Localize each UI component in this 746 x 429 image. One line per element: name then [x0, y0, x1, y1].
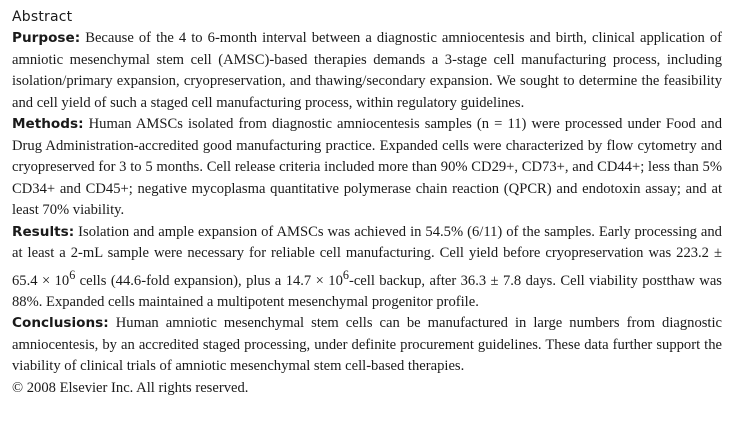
- results-paragraph: [12, 222, 722, 314]
- conclusions-label: Conclusions:: [12, 315, 109, 332]
- purpose-label: Purpose:: [12, 30, 81, 46]
- purpose-text: Because of the 4 to 6-month interval between a diagnostic amniocentesis and birth, clinical application of amniotic mesenchymal stem cell (AMSC)-based therapies demands a 3-stage cell manufacturing process, including isolation/primary expansion, cryopreservation, and thawing/secondary expansion. We sought to determine the feasibility and cell yield of such a staged cell manufacturing process, within regulatory guidelines.: [12, 30, 722, 111]
- results-text-2: cells (44.6-fold expansion), plus a 14.7 × 10: [75, 272, 343, 289]
- conclusions-paragraph: [12, 313, 722, 378]
- methods-label: Methods:: [12, 116, 84, 132]
- abstract-section: [12, 6, 722, 399]
- results-exponent-1: 6: [69, 267, 76, 282]
- results-exponent-2: 6: [342, 267, 349, 282]
- results-text-1: Isolation and ample expansion of AMSCs was achieved in 54.5% (6/11) of the samples. Early processing and at least a 2-mL sample were necessary for reliable cell manufacturing. Cell yield before cryopreservation was 223.2 ± 65.4 × 10: [12, 223, 722, 289]
- purpose-paragraph: [12, 28, 722, 114]
- methods-text: Human AMSCs isolated from diagnostic amniocentesis samples (n = 11) were processed under Food and Drug Administration-accredited good manufacturing practice. Expanded cells were characterized by flow cytometry and cryopreserved for 3 to 5 months. Cell release criteria included more than 90% CD29+, CD73+, and CD44+; less than 5% CD34+ and CD45+; negative mycoplasma quantitative polymerase chain reaction (QPCR) and endotoxin assay; and at least 70% viability.: [12, 116, 722, 218]
- copyright-notice: © 2008 Elsevier Inc. All rights reserved.: [12, 379, 249, 396]
- methods-paragraph: [12, 114, 722, 222]
- results-label: Results:: [12, 223, 75, 240]
- results-text-3: -cell backup, after 36.3 ± 7.8 days. Cell viability postthaw was 88%. Expanded cells maintained a multipotent mesenchymal progenitor profile.: [12, 272, 722, 310]
- conclusions-text: Human amniotic mesenchymal stem cells can be manufactured in large numbers from diagnostic amniocentesis, by an accredited staged processing, under definite procurement guidelines. These data further support the viability of clinical trials of amniotic mesenchymal stem cell-based therapies.: [12, 315, 723, 375]
- abstract-heading: Abstract: [12, 9, 73, 25]
